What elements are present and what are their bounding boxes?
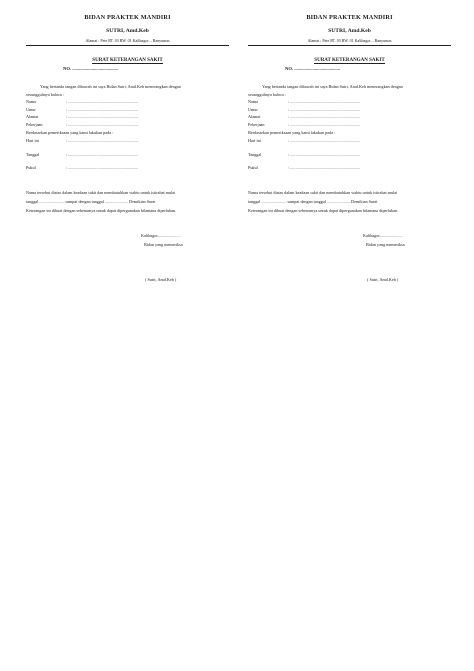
exam-basis-text: Berdasarkan pemeriksaan yang kami lakukan pada : <box>26 130 114 135</box>
field-label: Pukul <box>26 165 36 171</box>
field-nama <box>248 98 451 106</box>
field-alamat <box>26 113 229 121</box>
signature-block <box>141 233 229 282</box>
midwife-name: SUTRI, Amd.Keb <box>328 28 371 34</box>
sick-letter-form-right <box>248 14 451 282</box>
field-value: : ................................................................... <box>66 151 139 157</box>
signer-role: Bidan yang memeriksa <box>366 241 405 247</box>
clinic-address: Alamat : Pete RT. 03 RW. 01 Kalibagor – Banyumas <box>85 38 170 43</box>
field-label: Nama <box>248 99 258 105</box>
field-label: Alamat <box>248 114 261 120</box>
sick-letter-form-left <box>26 14 229 282</box>
field-value: : ................................................................... <box>288 138 361 144</box>
place-date: Kalibagor,..................... <box>363 232 403 238</box>
field-hari-ini <box>248 137 451 145</box>
document-number: NO. ........................................ <box>285 66 341 71</box>
field-pukul <box>26 164 229 172</box>
field-pekerjaan <box>248 121 451 129</box>
document-title: SURAT KETERANGAN SAKIT <box>92 58 163 63</box>
field-label: Hari ini <box>26 138 39 144</box>
field-value: : ................................................................... <box>288 121 361 127</box>
statement-line: Keterangan ini dibuat dengan sebenarnya untuk dapat dipergunakan bilamana diperlukan. <box>248 207 399 213</box>
intro-text: Yang bertanda tangan dibawah ini saya Bidan Sutri, Amd.Keb menerangkan dengan <box>262 84 403 89</box>
field-label: Alamat <box>26 114 39 120</box>
field-pukul <box>248 164 451 172</box>
field-hari-ini <box>26 137 229 145</box>
signer-role: Bidan yang memeriksa <box>144 241 183 247</box>
intro-text-cont: sesungguhnya bahwa : <box>26 91 64 97</box>
document-title: SURAT KETERANGAN SAKIT <box>314 58 385 63</box>
document-number: NO. ........................................ <box>63 66 119 71</box>
clinic-title: BIDAN PRAKTEK MANDIRI <box>84 14 171 21</box>
field-pekerjaan <box>26 121 229 129</box>
midwife-name: SUTRI, Amd.Keb <box>106 28 149 34</box>
field-label: Umur <box>248 106 258 112</box>
field-value: : ................................................................... <box>66 138 139 144</box>
statement-line: tanggal ........................ sampai dengan tanggal ...................... Demikian Surat <box>26 198 156 204</box>
field-alamat <box>248 113 451 121</box>
clinic-title: BIDAN PRAKTEK MANDIRI <box>306 14 393 21</box>
statement-line: Nama tersebut diatas dalam keadaan sakit dan membutuhkan waktu untuk istirahat mulai <box>26 189 176 195</box>
field-label: Hari ini <box>248 138 261 144</box>
field-label: Tanggal <box>26 151 40 157</box>
field-tanggal <box>26 151 229 159</box>
statement-text <box>26 188 229 215</box>
field-umur <box>26 106 229 114</box>
field-value: : ................................................................... <box>66 106 139 112</box>
field-value: : ................................................................... <box>288 165 361 171</box>
statement-line: tanggal ........................ sampai dengan tanggal ...................... Demikian Surat <box>248 198 378 204</box>
field-value: : ................................................................... <box>288 114 361 120</box>
field-value: : ................................................................... <box>66 99 139 105</box>
field-value: : ................................................................... <box>66 114 139 120</box>
statement-text <box>248 188 451 215</box>
field-value: : ................................................................... <box>288 99 361 105</box>
signer-name: ( Sutri, Amd.Keb ) <box>367 276 399 282</box>
field-label: Pukul <box>248 165 258 171</box>
field-value: : ................................................................... <box>288 151 361 157</box>
statement-line: Nama tersebut diatas dalam keadaan sakit dan membutuhkan waktu untuk istirahat mulai <box>248 189 398 195</box>
field-label: Nama <box>26 99 36 105</box>
signer-name: ( Sutri, Amd.Keb ) <box>145 276 177 282</box>
field-label: Pekerjaan <box>248 121 265 127</box>
field-value: : ................................................................... <box>66 165 139 171</box>
signature-block <box>363 233 451 282</box>
field-nama <box>26 98 229 106</box>
header-divider <box>26 45 229 46</box>
field-label: Pekerjaan <box>26 121 43 127</box>
field-label: Tanggal <box>248 151 262 157</box>
header-divider <box>248 45 451 46</box>
field-umur <box>248 106 451 114</box>
clinic-address: Alamat : Pete RT. 03 RW. 01 Kalibagor – Banyumas <box>307 38 392 43</box>
field-label: Umur <box>26 106 36 112</box>
field-tanggal <box>248 151 451 159</box>
intro-text-cont: sesungguhnya bahwa : <box>248 91 286 97</box>
field-value: : ................................................................... <box>288 106 361 112</box>
place-date: Kalibagor,..................... <box>141 232 181 238</box>
intro-text: Yang bertanda tangan dibawah ini saya Bidan Sutri, Amd.Keb menerangkan dengan <box>40 84 181 89</box>
statement-line: Keterangan ini dibuat dengan sebenarnya untuk dapat dipergunakan bilamana diperlukan. <box>26 207 177 213</box>
exam-basis-text: Berdasarkan pemeriksaan yang kami lakukan pada : <box>248 130 336 135</box>
field-value: : ................................................................... <box>66 121 139 127</box>
